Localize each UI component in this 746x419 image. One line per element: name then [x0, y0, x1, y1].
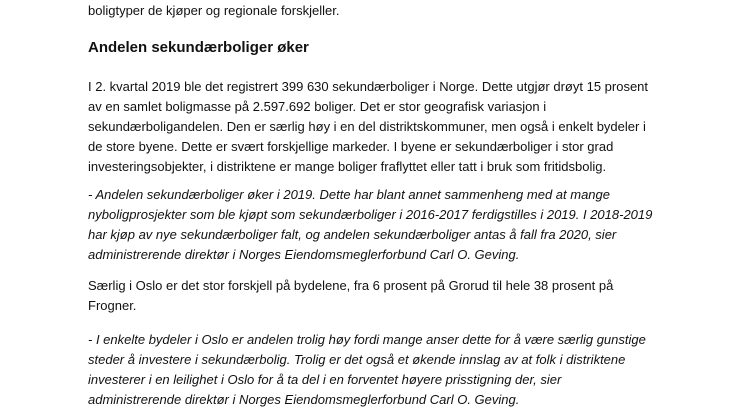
- paragraph-line: av en samlet boligmasse på 2.597.692 boliger. Det er stor geografisk variasjon i: [88, 99, 547, 114]
- intro-tail-text: boligtyper de kjøper og regionale forskjeller.: [88, 3, 340, 18]
- quote-paragraph-2: [88, 330, 646, 410]
- quote-line: investerer i en leilighet i Oslo for å ta del i en forventet høyere prisstigning der, sier: [88, 372, 562, 387]
- paragraph-line: sekundærboligandelen. Den er særlig høy i en del distriktskommuner, men også i enkelt bydeler i: [88, 119, 646, 134]
- paragraph-line: Frogner.: [88, 298, 137, 313]
- paragraph-line: investeringsobjekter, i distriktene er mange boliger fraflyttet eller tatt i bruk som fritidsbolig.: [88, 159, 607, 174]
- quote-line: steder å investere i sekundærbolig. Trolig er det også et økende innslag av at folk i distriktene: [88, 352, 626, 367]
- quote-line: nyboligprosjekter som ble kjøpt som sekundærboliger i 2016-2017 ferdigstilles i 2019. I 2018-2019: [88, 207, 653, 222]
- quote-line: - I enkelte bydeler i Oslo er andelen trolig høy fordi mange anser dette for å være særlig gunstige: [88, 332, 646, 347]
- paragraph-statistics: [88, 77, 648, 177]
- quote-line: administrerende direktør i Norges Eiendomsmeglerforbund Carl O. Geving.: [88, 247, 520, 262]
- quote-line: har kjøp av nye sekundærboliger falt, og andelen sekundærboliger antas å fall fra 2020, sier: [88, 227, 617, 242]
- quote-paragraph-1: [88, 185, 652, 265]
- quote-line: - Andelen sekundærboliger øker i 2019. Dette har blant annet sammenheng med at mange: [88, 187, 610, 202]
- paragraph-line: I 2. kvartal 2019 ble det registrert 399 630 sekundærboliger i Norge. Dette utgjør drøyt 15 prosent: [88, 79, 649, 94]
- paragraph-line: de store byene. Dette er svært forskjellige markeder. I byene er sekundærboliger i stor grad: [88, 139, 614, 154]
- quote-line: administrerende direktør i Norges Eiendomsmeglerforbund Carl O. Geving.: [88, 392, 520, 407]
- paragraph-line: Særlig i Oslo er det stor forskjell på bydelene, fra 6 prosent på Grorud til hele 38 prosent på: [88, 278, 614, 293]
- paragraph-oslo: [88, 276, 613, 316]
- section-heading: Andelen sekundærboliger øker: [88, 39, 309, 56]
